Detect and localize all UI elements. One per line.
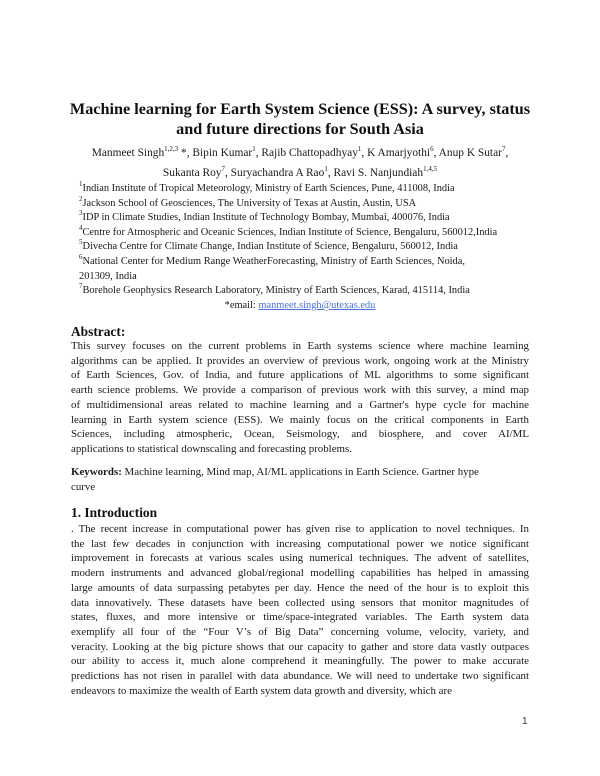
intro-line: our ability to access it, much alone comprehend it meaningfully. The power to make accurate — [71, 655, 529, 668]
intro-line: exemplify all four of the “Four V’s of Big Data” concerning volume, velocity, variety, and — [71, 625, 529, 638]
intro-line: veracity. Looking at the big picture shows that our capacity to gather and store data vastly outpaces — [71, 640, 529, 653]
affiliation-text: Borehole Geophysics Research Laboratory, Ministry of Earth Sciences, Karad, 415114, India — [82, 285, 470, 297]
affiliation-item — [79, 194, 519, 212]
abstract-body — [71, 339, 529, 457]
affiliation-text: IDP in Climate Studies, Indian Institute of Technology Bombay, Mumbai, 400076, India — [82, 212, 450, 224]
keywords-line-2: curve — [71, 480, 96, 493]
author-list — [50, 143, 550, 183]
intro-line: large amounts of data surpassing petabytes per day. Hence the need of the hour is to exploit this — [71, 581, 529, 594]
intro-line: predictions has not risen in parallel with data abundance. We will need to undertake two significant — [71, 670, 529, 683]
author-affil-sup: 1 — [324, 165, 328, 173]
keywords — [71, 465, 529, 494]
abstract-line: earth science problems. We provide a comparison of previous work with this survey, a mind map — [71, 384, 529, 397]
author-sep: , — [361, 147, 368, 159]
corresponding-email — [50, 299, 550, 313]
affiliation-item — [79, 211, 519, 226]
email-label: *email: — [224, 300, 259, 311]
author-name: Rajib Chattopadhyay — [261, 147, 358, 159]
title-line-1: Machine learning for Earth System Science (ESS): A survey, status — [69, 100, 531, 118]
author-name: Anup K Sutar — [438, 147, 502, 159]
affiliation-text: National Center for Medium Range WeatherForecasting, Ministry of Earth Sciences, Noida, 201309, India — [79, 255, 473, 282]
affiliation-number: 5 — [79, 238, 83, 247]
affiliation-item — [79, 284, 519, 299]
author-affil-sup: 1 — [252, 145, 256, 153]
affiliation-text: Centre for Atmospheric and Oceanic Sciences, Indian Institute of Science, Bengaluru, 560012,India — [82, 226, 498, 238]
author-sep: , — [327, 167, 334, 179]
author-name: Bipin Kumar — [192, 147, 253, 159]
affiliation-text: Divecha Centre for Climate Change, Indian Institute of Science, Bengaluru, 560012, India — [82, 241, 458, 253]
title-line-2: and future directions for South Asia — [176, 120, 424, 138]
author-affil-sup: 1,4,5 — [423, 165, 438, 173]
affiliation-item — [79, 252, 504, 284]
affiliation-number: 6 — [79, 252, 83, 261]
author-affil-sup: 1,2,3 — [164, 145, 179, 153]
affiliation-number: 3 — [79, 209, 83, 218]
affiliation-number: 2 — [79, 194, 83, 203]
author-affil-sup: 7 — [501, 145, 506, 153]
affiliation-item — [79, 223, 519, 241]
author-sep: , — [186, 147, 193, 159]
intro-line: modern instruments and advanced global/regional modelling capabilities has helped in amassing — [71, 567, 529, 580]
abstract-heading: Abstract: — [71, 324, 126, 339]
author-affil-sup: 1 — [357, 145, 362, 153]
author-sep: , — [433, 147, 439, 159]
author-sep: , — [255, 147, 262, 159]
author-name: Sukanta Roy — [162, 167, 222, 179]
author-affil-sup: 6 — [430, 145, 434, 153]
abstract-line: of multidimensional areas related to machine learning and a Gartner's hype cycle for machine — [71, 398, 529, 411]
author-name: Manmeet Singh — [91, 147, 165, 159]
author-affil-sup: 7 — [221, 165, 225, 173]
keywords-line-1 — [71, 465, 529, 480]
abstract-line: applications to statistical downscaling and forecasting problems. — [71, 442, 352, 455]
author-name: K Amarjyothi — [367, 147, 431, 159]
author-sep: , — [224, 167, 231, 179]
paper-title — [50, 99, 550, 139]
introduction-heading: 1. Introduction — [71, 505, 158, 520]
author-line-2 — [50, 163, 550, 183]
affiliation-number: 7 — [79, 282, 83, 291]
abstract-line: This survey focuses on the current problems in Earth systems science where machine learning — [71, 340, 529, 352]
email-link[interactable]: manmeet.singh@utexas.edu — [258, 300, 376, 311]
intro-line: states, fluxes, and more intensive or time/space-integrated variables. The Earth system data — [71, 611, 529, 624]
intro-line: improvement in forecasts at various scales using numerical techniques. The advent of satellites, — [71, 552, 529, 565]
author-sep: , — [505, 147, 509, 159]
author-name: Suryachandra A Rao — [230, 167, 325, 179]
affiliation-text: Jackson School of Geosciences, The University of Texas at Austin, Austin, USA — [82, 197, 417, 209]
intro-line: . The recent increase in computational power has given rise to application to novel techniques. In — [71, 523, 529, 535]
affiliation-item — [79, 182, 519, 197]
keywords-label: Keywords: — [71, 466, 122, 478]
intro-line: endeavors to maximize the wealth of Earth system data growth and diversity, which are — [71, 684, 452, 697]
keywords-text: Machine learning, Mind map, AI/ML applications in Earth Science. Gartner hype — [121, 466, 479, 478]
abstract-line: algorithms can be applied. It provides an overview of previous work, ongoing work at the Ministry — [71, 354, 529, 367]
affiliation-item — [79, 240, 519, 255]
corresponding-mark: * — [178, 147, 187, 159]
intro-line: data innovatively. These datasets have been collected using sensors that monitor magnitudes of — [71, 596, 529, 609]
affiliation-number: 4 — [79, 223, 83, 232]
abstract-line: Sciences, including atmospheric, Ocean, Seismology, and biosphere, and cover AI/ML — [71, 428, 529, 441]
intro-line: the last few decades in conjunction with increasing computational power we notice significant — [71, 537, 529, 550]
abstract-line: of Earth Sciences, Gov. of India, and future applications of ML algorithms to some significant — [71, 369, 529, 382]
page-number: 1 — [522, 716, 528, 727]
author-line-1 — [50, 143, 550, 163]
affiliation-text: Indian Institute of Tropical Meteorology, Ministry of Earth Sciences, Pune, 411008, India — [82, 183, 455, 194]
introduction-body — [71, 522, 529, 698]
abstract-line: learning in Earth system science (ESS). We mainly focus on the critical components in Earth — [71, 413, 529, 426]
author-name: Ravi S. Nanjundiah — [333, 167, 424, 179]
affiliation-number: 1 — [79, 180, 83, 188]
affiliation-list — [79, 182, 519, 299]
